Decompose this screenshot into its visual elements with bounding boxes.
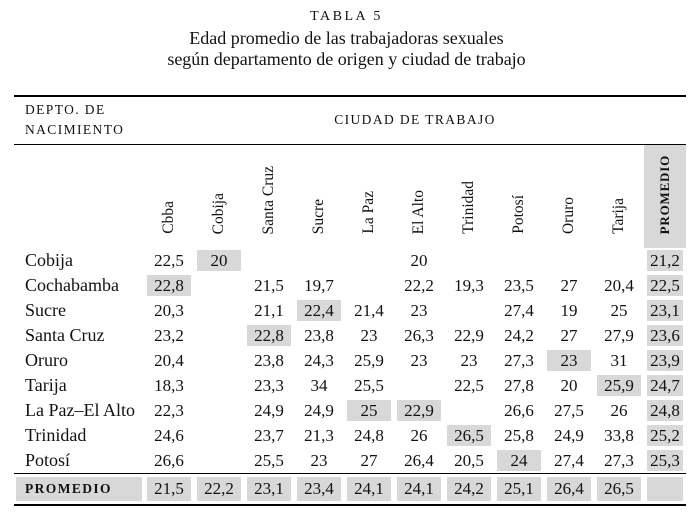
value-cell [594,348,644,373]
column-header-label: Tarija [609,198,627,234]
column-header-tarija [594,144,644,248]
value [447,250,491,271]
value-cell [494,298,544,323]
value-cell [344,298,394,323]
value-cell [544,398,594,423]
promedio-row [14,474,686,506]
value-cell [244,298,294,323]
column-header-trinidad [444,144,494,248]
value: 27,8 [504,375,534,395]
value-cell [394,248,444,273]
value-cell [294,298,344,323]
promedio-value: 24,1 [347,477,391,501]
highlighted-value: 24,7 [647,375,683,396]
value-cell [444,373,494,398]
table-footer [14,474,686,506]
value: 25,5 [354,375,384,395]
table-row-cochabamba [14,273,686,298]
value-cell [644,398,686,423]
value-cell [494,323,544,348]
table-subtitle-line1: Edad promedio de las trabajadoras sexuales [189,28,504,48]
value: 23 [410,350,428,370]
value-cell [644,298,686,323]
column-header-cobija [194,144,244,248]
highlighted-value: 26,5 [447,425,491,446]
promedio-value-cell [294,474,344,506]
value-cell [544,323,594,348]
value-cell [444,273,494,298]
value-cell [344,448,394,474]
value-cell [594,323,644,348]
value: 27 [560,325,578,345]
value [197,450,241,471]
column-header-label: Trinidad [459,181,477,234]
value-cell [494,423,544,448]
value: 27,3 [604,450,634,470]
highlighted-value: 23,1 [647,300,683,321]
value [547,250,591,271]
table-row-oruro [14,348,686,373]
highlighted-value: 23,9 [647,350,683,371]
promedio-value-cell [544,474,594,506]
value: 25,9 [354,350,384,370]
value: 22,5 [154,250,184,270]
row-label: Cochabamba [25,275,119,295]
promedio-value: 23,4 [297,477,341,501]
value-cell [144,373,194,398]
value: 22,2 [404,275,434,295]
group-header-row [14,96,686,144]
value [247,250,291,271]
promedio-value-cell [444,474,494,506]
value-cell [644,448,686,474]
value [197,425,241,446]
value: 26,6 [504,400,534,420]
value: 20,4 [604,275,634,295]
highlighted-value: 22,5 [647,275,683,296]
value-cell [544,273,594,298]
value: 24,8 [354,425,384,445]
value: 20,4 [154,350,184,370]
value: 26,6 [154,450,184,470]
value-cell [194,448,244,474]
column-header-label: Cobija [209,192,227,234]
value-cell [394,398,444,423]
value-cell [344,398,394,423]
value-cell [344,423,394,448]
value [397,375,441,396]
value-cell [144,273,194,298]
value-cell [194,398,244,423]
highlighted-value: 22,4 [297,300,341,321]
promedio-value-cell [194,474,244,506]
highlighted-value: 24 [497,450,541,471]
value-cell [444,423,494,448]
row-label: Potosí [25,450,71,470]
value: 26,4 [404,450,434,470]
value: 26 [610,400,628,420]
value: 31 [610,350,628,370]
value-cell [644,423,686,448]
column-header-sucre [294,144,344,248]
value-cell [544,248,594,273]
value [197,300,241,321]
value-cell [244,323,294,348]
value [297,250,341,271]
highlighted-value: 22,8 [147,275,191,296]
promedio-value-cell [594,474,644,506]
table-number: TABLA 5 [310,9,383,24]
value: 27,3 [504,350,534,370]
value: 26 [410,425,428,445]
promedio-value-cell [344,474,394,506]
value-cell [344,273,394,298]
corner-header-depto-de-nacimiento [14,96,144,144]
row-label: Tarija [25,375,67,395]
value: 20 [410,250,428,270]
promedio-value: 26,5 [597,477,641,501]
table-body [14,248,686,474]
value: 19,7 [304,275,334,295]
value-cell [244,448,294,474]
value-cell [194,298,244,323]
value-cell [144,248,194,273]
value: 24,9 [254,400,284,420]
value-cell [294,273,344,298]
promedio-value: 25,1 [497,477,541,501]
row-label: Oruro [25,350,68,370]
value: 24,6 [154,425,184,445]
row-label: Cobija [25,250,73,270]
table-row-trinidad [14,423,686,448]
highlighted-value: 23 [547,350,591,371]
column-header-label: Sucre [309,198,327,234]
value: 24,9 [554,425,584,445]
value-cell [394,298,444,323]
value: 34 [310,375,328,395]
value-cell [394,423,444,448]
table-row-sucre [14,298,686,323]
row-label: Sucre [25,300,66,320]
value: 23,5 [504,275,534,295]
value: 22,3 [154,400,184,420]
value: 20,3 [154,300,184,320]
value-cell [644,273,686,298]
value: 27 [360,450,378,470]
value-cell [594,248,644,273]
value-cell [244,273,294,298]
value-cell [244,348,294,373]
column-header-label: Potosí [509,195,527,234]
value: 23,8 [304,325,334,345]
highlighted-value: 21,2 [647,250,683,271]
value: 27,4 [554,450,584,470]
value: 33,8 [604,425,634,445]
promedio-value-cell [244,474,294,506]
promedio-value: 22,2 [197,477,241,501]
corner-empty-cell [14,144,144,248]
value-cell [444,298,494,323]
row-label: Trinidad [25,425,87,445]
value-cell [294,373,344,398]
highlighted-value: 20 [197,250,241,271]
promedio-value-cell [494,474,544,506]
value-cell [144,423,194,448]
value: 27,9 [604,325,634,345]
value-cell [594,423,644,448]
value-cell [644,323,686,348]
table-row-potos [14,448,686,474]
value-cell [244,423,294,448]
value: 19 [560,300,578,320]
value-cell [394,273,444,298]
column-header-label: La Paz [359,191,377,234]
value [347,250,391,271]
highlighted-value: 23,6 [647,325,683,346]
value: 23 [460,350,478,370]
value: 25,5 [254,450,284,470]
column-header-cbba [144,144,194,248]
value-cell [194,348,244,373]
value-cell [644,248,686,273]
group-header-ciudad-de-trabajo: CIUDAD DE TRABAJO [334,112,496,128]
value: 23,2 [154,325,184,345]
value: 23 [410,300,428,320]
value [197,350,241,371]
corner-header-line1: DEPTO. DE [25,102,106,118]
value-cell [244,373,294,398]
value [597,250,641,271]
value-cell [144,323,194,348]
value-cell [494,373,544,398]
value-cell [544,348,594,373]
value-cell [294,323,344,348]
value [497,250,541,271]
value-cell [144,298,194,323]
value: 22,9 [454,325,484,345]
value-cell [294,398,344,423]
value-cell [444,323,494,348]
value-cell [644,373,686,398]
value-cell [594,398,644,423]
value-cell [644,348,686,373]
highlighted-value: 22,8 [247,325,291,346]
value-cell [344,323,394,348]
value-cell [194,248,244,273]
value-cell [594,373,644,398]
table-row-la-paz-el-alto [14,398,686,423]
highlighted-value: 25,9 [597,375,641,396]
value-cell [394,448,444,474]
value-cell [194,423,244,448]
table-subtitle-line2: según departamento de origen y ciudad de trabajo [167,48,526,69]
age-by-department-table [14,95,686,506]
value-cell [394,373,444,398]
value [347,275,391,296]
value-cell [444,398,494,423]
value-cell [244,398,294,423]
value-cell [494,398,544,423]
corner-header-line2: NACIMIENTO [25,122,125,138]
value-cell [494,248,544,273]
value: 21,3 [304,425,334,445]
value-cell [344,248,394,273]
value-cell [394,348,444,373]
column-header-oruro [544,144,594,248]
column-header-label: PROMEDIO [657,154,673,234]
value: 21,4 [354,300,384,320]
value-cell [294,348,344,373]
highlighted-value: 24,8 [647,400,683,421]
value: 20,5 [454,450,484,470]
value-cell [344,373,394,398]
promedio-label: PROMEDIO [16,477,142,501]
value-cell [544,298,594,323]
row-label: La Paz–El Alto [25,400,135,420]
value: 23,8 [254,350,284,370]
promedio-value: 24,2 [447,477,491,501]
value-cell [444,348,494,373]
value-cell [194,373,244,398]
value: 25,8 [504,425,534,445]
table-row-cobija [14,248,686,273]
value-cell [144,398,194,423]
column-header-potos [494,144,544,248]
highlighted-value: 25 [347,400,391,421]
promedio-row-label [14,474,144,506]
promedio-value: 21,5 [147,477,191,501]
value [197,275,241,296]
highlighted-value: 25,3 [647,450,683,471]
value-cell [294,248,344,273]
value: 23 [310,450,328,470]
value-cell [594,273,644,298]
value-cell [594,298,644,323]
column-header-promedio [644,144,686,248]
value: 23,7 [254,425,284,445]
highlighted-value: 25,2 [647,425,683,446]
value-cell [494,348,544,373]
column-header-santa-cruz [244,144,294,248]
value-cell [594,448,644,474]
promedio-value-cell [144,474,194,506]
column-header-el-alto [394,144,444,248]
value: 27,4 [504,300,534,320]
promedio-value-cell [394,474,444,506]
value: 27,5 [554,400,584,420]
value-cell [194,323,244,348]
value [197,375,241,396]
column-header-label: Cbba [159,201,177,234]
promedio-value [647,477,683,501]
value-cell [394,323,444,348]
table-header [14,96,686,248]
value-cell [444,448,494,474]
value: 24,9 [304,400,334,420]
column-header-la-paz [344,144,394,248]
value [197,400,241,421]
value-cell [444,248,494,273]
value [447,400,491,421]
value: 25 [610,300,628,320]
value-cell [294,448,344,474]
value: 20 [560,375,578,395]
rotated-header-row [14,144,686,248]
value-cell [144,448,194,474]
value: 23 [360,325,378,345]
value-cell [144,348,194,373]
value: 18,3 [154,375,184,395]
value: 26,3 [404,325,434,345]
highlighted-value: 22,9 [397,400,441,421]
value: 24,2 [504,325,534,345]
promedio-value: 26,4 [547,477,591,501]
value-cell [494,448,544,474]
row-label: Santa Cruz [25,325,105,345]
value: 23,3 [254,375,284,395]
value-cell [544,423,594,448]
value-cell [494,273,544,298]
promedio-value: 23,1 [247,477,291,501]
value: 24,3 [304,350,334,370]
value-cell [294,423,344,448]
value: 19,3 [454,275,484,295]
title-block [0,0,693,69]
column-header-label: Oruro [559,196,577,234]
value: 21,1 [254,300,284,320]
value: 22,5 [454,375,484,395]
value-cell [544,448,594,474]
value-cell [544,373,594,398]
value-cell [344,348,394,373]
table-row-santa-cruz [14,323,686,348]
value [197,325,241,346]
value-cell [194,273,244,298]
table-row-tarija [14,373,686,398]
promedio-value-cell [644,474,686,506]
column-header-label: Santa Cruz [259,165,277,234]
value: 21,5 [254,275,284,295]
value [447,300,491,321]
value: 27 [560,275,578,295]
promedio-value: 24,1 [397,477,441,501]
value-cell [244,248,294,273]
column-header-label: El Alto [409,189,427,234]
